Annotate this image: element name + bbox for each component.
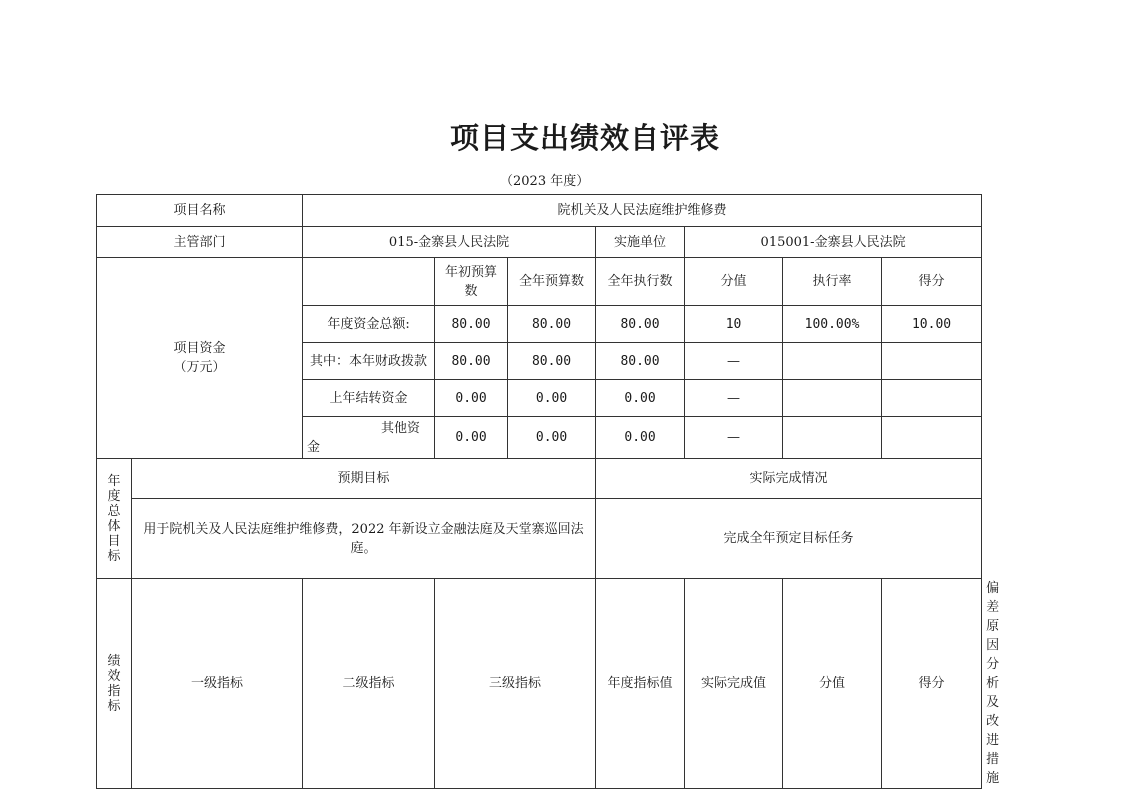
goals-side-char: 体 [107,518,121,534]
cell-rate [783,417,882,459]
header-annual-exec: 全年执行数 [596,258,685,306]
cell-value: — [685,343,783,380]
cell-initial: 0.00 [435,417,508,459]
row-label-bottom: 金 [307,439,321,455]
project-name-row [97,195,982,227]
actual-value-header: 实际完成值 [685,579,783,789]
row-label [303,417,435,459]
indicator-score-header: 得分 [882,579,982,789]
cell-score [882,380,982,417]
page-title: 项目支出绩效自评表 [449,121,720,155]
funds-header-blank [303,258,435,306]
funds-label-line1: 项目资金 [173,341,226,356]
cell-exec: 80.00 [596,343,685,380]
cell-rate: 100.00% [783,306,882,343]
cell-exec: 0.00 [596,417,685,459]
indicator-score-value-header: 分值 [783,579,882,789]
department-row [97,227,982,258]
cell-annual: 80.00 [508,343,596,380]
indicator-side-label [97,579,132,789]
cell-annual: 80.00 [508,306,596,343]
cell-value: 10 [685,306,783,343]
goals-side-label [97,459,132,579]
cell-annual: 0.00 [508,417,596,459]
cell-initial: 80.00 [435,306,508,343]
department-label: 主管部门 [97,227,303,258]
cell-rate [783,343,882,380]
funds-header-row [97,258,982,306]
indicator-side-char: 指 [107,683,121,699]
actual-completion-header: 实际完成情况 [596,459,982,499]
header-score-value: 分值 [685,258,783,306]
project-name-label: 项目名称 [97,195,303,227]
goals-side-char: 年 [107,473,121,489]
cell-value: — [685,380,783,417]
header-score: 得分 [882,258,982,306]
row-label: 上年结转资金 [303,380,435,417]
header-initial-budget [435,258,508,306]
year-label: （2023 年度） [500,174,590,189]
level2-indicator-header: 二级指标 [303,579,435,789]
cell-exec: 0.00 [596,380,685,417]
row-label: 其中：本年财政拨款 [303,343,435,380]
goals-header-row [97,459,982,499]
expected-goal-header: 预期目标 [132,459,596,499]
goals-side-char: 目 [107,533,121,549]
actual-completion-text: 完成全年预定目标任务 [596,499,982,579]
project-name-value: 院机关及人民法庭维护维修费 [303,195,982,227]
funds-label [97,258,303,459]
cell-rate [783,380,882,417]
cell-score: 10.00 [882,306,982,343]
cell-score [882,343,982,380]
unit-value: 015001-金寨县人民法院 [685,227,982,258]
header-annual-budget: 全年预算数 [508,258,596,306]
annual-target-header: 年度指标值 [596,579,685,789]
goals-side-char: 度 [107,488,121,504]
cell-score [882,417,982,459]
level1-indicator-header: 一级指标 [132,579,303,789]
cell-exec: 80.00 [596,306,685,343]
performance-table [96,194,1000,789]
row-label: 年度资金总额: [303,306,435,343]
department-value: 015-金寨县人民法院 [303,227,596,258]
row-label-top: 其他资 [381,420,421,436]
indicator-side-char: 标 [107,698,121,714]
indicator-side-char: 绩 [107,653,121,669]
funds-label-line2: （万元） [173,360,226,375]
header-initial-budget-line1: 年初预算 [445,264,498,280]
cell-initial: 0.00 [435,380,508,417]
cell-annual: 0.00 [508,380,596,417]
goals-side-char: 总 [107,503,121,519]
expected-goal-text: 用于院机关及人民法庭维护维修费，2022 年新设立金融法庭及天堂寨巡回法庭。 [132,499,596,579]
header-initial-budget-line2: 数 [464,283,478,299]
header-exec-rate: 执行率 [783,258,882,306]
indicator-side-char: 效 [107,668,121,684]
cell-initial: 80.00 [435,343,508,380]
indicator-header-row: 绩 效 指 标 一级指标 二级指标 三级指标 年度指标值 实际完成值 分值 得分 偏差原因分析 及改进措施 [97,579,982,789]
level3-indicator-header: 三级指标 [435,579,596,789]
goals-side-char: 标 [107,548,121,564]
goals-content-row [97,499,982,579]
cell-value: — [685,417,783,459]
unit-label: 实施单位 [596,227,685,258]
